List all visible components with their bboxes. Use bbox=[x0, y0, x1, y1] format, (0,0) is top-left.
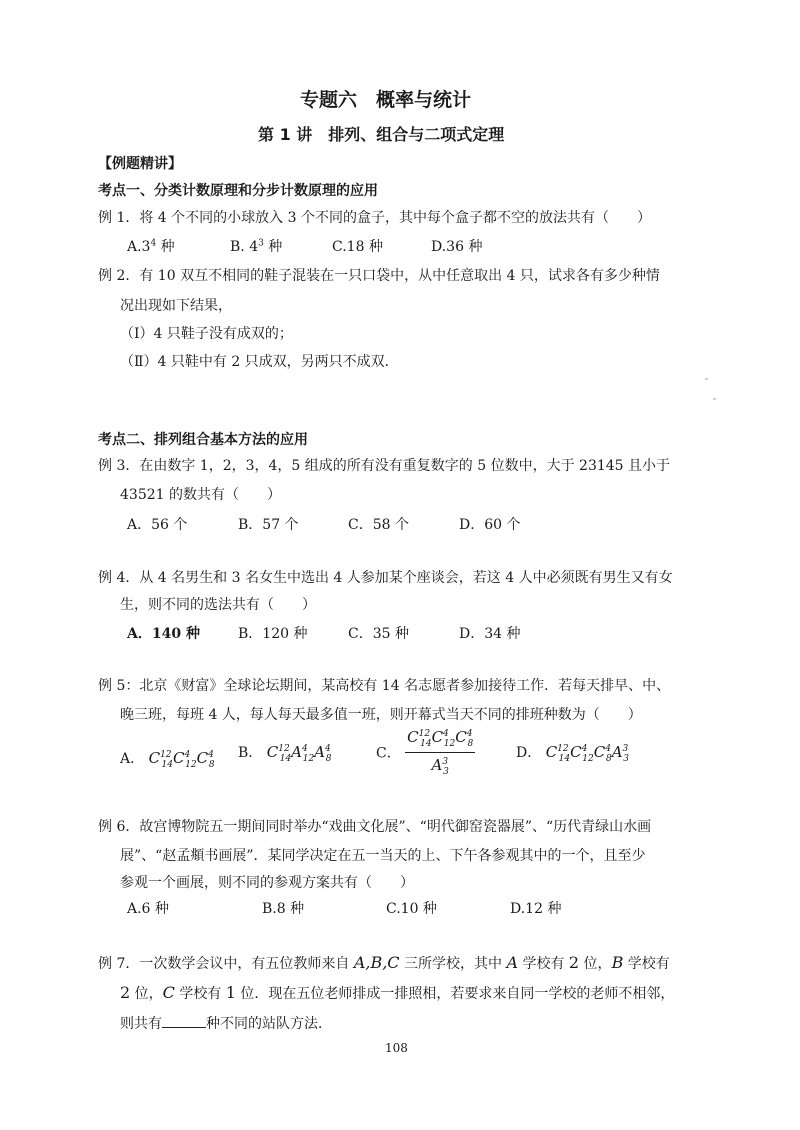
ex5-stem-line1: 例 5：北京《财富》全球论坛期间，某高校有 14 名志愿者参加接待工作．若每天排早、中、 bbox=[98, 678, 671, 694]
ex3-option-c: C．58 个 bbox=[348, 517, 409, 533]
ex1-option-b: B. $4^3$ 种 bbox=[230, 238, 283, 255]
ex3-stem-line2: 43521 的数共有（ ） bbox=[120, 487, 281, 503]
answer-blank bbox=[162, 1014, 206, 1028]
point1-heading: 考点一、分类计数原理和分步计数原理的应用 bbox=[98, 183, 378, 199]
ex4-option-a: A．140 种 bbox=[127, 626, 200, 642]
page-number: 108 bbox=[385, 1041, 408, 1055]
ex5-option-d: D． $C^{12}_{14}C^4_{12}C^4_8A^3_3$ bbox=[516, 743, 630, 764]
ex1-option-c: C.18 种 bbox=[332, 239, 383, 255]
ex6-option-c: C.10 种 bbox=[386, 901, 437, 917]
ex3-option-a: A．56 个 bbox=[127, 517, 188, 533]
ex5-option-b: B． $C^{12}_{14}A^4_{12}A^4_8$ bbox=[238, 743, 332, 764]
ex4-option-d: D．34 种 bbox=[459, 626, 521, 642]
ex3-option-d: D．60 个 bbox=[459, 517, 521, 533]
page-title: 专题六 概率与统计 bbox=[300, 89, 472, 111]
ex6-stem-line3: 参观一个画展，则不同的参观方案共有（ ） bbox=[120, 875, 414, 891]
ex5-d-expression: $C^{12}_{14}C^4_{12}C^4_8A^3_3$ bbox=[545, 743, 630, 764]
section-tag: 【例题精讲】 bbox=[98, 156, 182, 172]
lecture-subtitle: 第 1 讲 排列、组合与二项式定理 bbox=[258, 125, 505, 144]
ex4-option-b: B．120 种 bbox=[238, 626, 308, 642]
ex6-stem-line2: 展”、“赵孟頫书画展”．某同学决定在五一当天的上、下午各参观其中的一个，且至少 bbox=[120, 848, 646, 864]
ex2-stem-line2: 况出现如下结果， bbox=[120, 298, 232, 314]
ex6-option-b: B.8 种 bbox=[262, 901, 305, 917]
ex5-option-a: A． $C^{12}_{14}C^4_{12}C^4_8$ bbox=[120, 749, 215, 770]
ex5-c-fraction: $\frac{C^{12}_{14}C^4_{12}C^4_8}{A^3_3}$ bbox=[407, 728, 474, 777]
ex3-stem-line1: 例 3．在由数字 1，2，3，4，5 组成的所有没有重复数字的 5 位数中，大于 23145 且小于 bbox=[98, 458, 671, 474]
ex5-option-c: C． $\frac{C^{12}_{14}C^4_{12}C^4_8}{A^3_3}$ bbox=[376, 728, 474, 777]
ex6-stem-line1: 例 6．故宫博物院五一期间同时举办“戏曲文化展”、“明代御窑瓷器展”、“历代青绿山水画 bbox=[98, 819, 652, 835]
ex6-option-d: D.12 种 bbox=[510, 901, 562, 917]
ex1-option-d: D.36 种 bbox=[431, 239, 483, 255]
ex5-b-expression: $C^{12}_{14}A^4_{12}A^4_8$ bbox=[266, 743, 332, 764]
ex1-option-a: $A.3^4$ 种 bbox=[127, 238, 175, 255]
ex1-stem: 例 1．将 4 个不同的小球放入 3 个不同的盒子，其中每个盒子都不空的放法共有（ ） bbox=[98, 210, 651, 226]
ex4-stem-line2: 生，则不同的选法共有（ ） bbox=[120, 597, 316, 613]
ex2-part2: （Ⅱ）4 只鞋中有 2 只成双，另两只不成双． bbox=[120, 354, 399, 370]
ex7-stem-line3: 则共有 种不同的站队方法． bbox=[120, 1016, 332, 1032]
ex2-part1: （Ⅰ）4 只鞋子没有成双的； bbox=[120, 326, 293, 342]
ex6-option-a: A.6 种 bbox=[127, 901, 169, 917]
ex5-a-expression: $C^{12}_{14}C^4_{12}C^4_8$ bbox=[148, 749, 215, 770]
ex3-option-b: B．57 个 bbox=[238, 517, 299, 533]
scan-speck bbox=[705, 378, 708, 380]
point2-heading: 考点二、排列组合基本方法的应用 bbox=[98, 432, 308, 448]
scan-speck bbox=[713, 398, 716, 400]
ex2-stem-line1: 例 2．有 10 双互不相同的鞋子混装在一只口袋中，从中任意取出 4 只，试求各有多少种情 bbox=[98, 268, 660, 284]
ex4-option-c: C．35 种 bbox=[348, 626, 409, 642]
ex4-stem-line1: 例 4．从 4 名男生和 3 名女生中选出 4 人参加某个座谈会，若这 4 人中必须既有男生又有女 bbox=[98, 570, 673, 586]
ex5-stem-line2: 晚三班，每班 4 人，每人每天最多值一班，则开幕式当天不同的排班种数为（ ） bbox=[120, 707, 642, 723]
ex7-stem-line2: 2 位，C 学校有 1 位．现在五位老师排成一排照相，若要求来自同一学校的老师不相邻， bbox=[120, 983, 675, 1002]
ex7-stem-line1: 例 7．一次数学会议中，有五位教师来自 A,B,C 三所学校，其中 A 学校有 2 位，B 学校有 bbox=[98, 953, 670, 972]
